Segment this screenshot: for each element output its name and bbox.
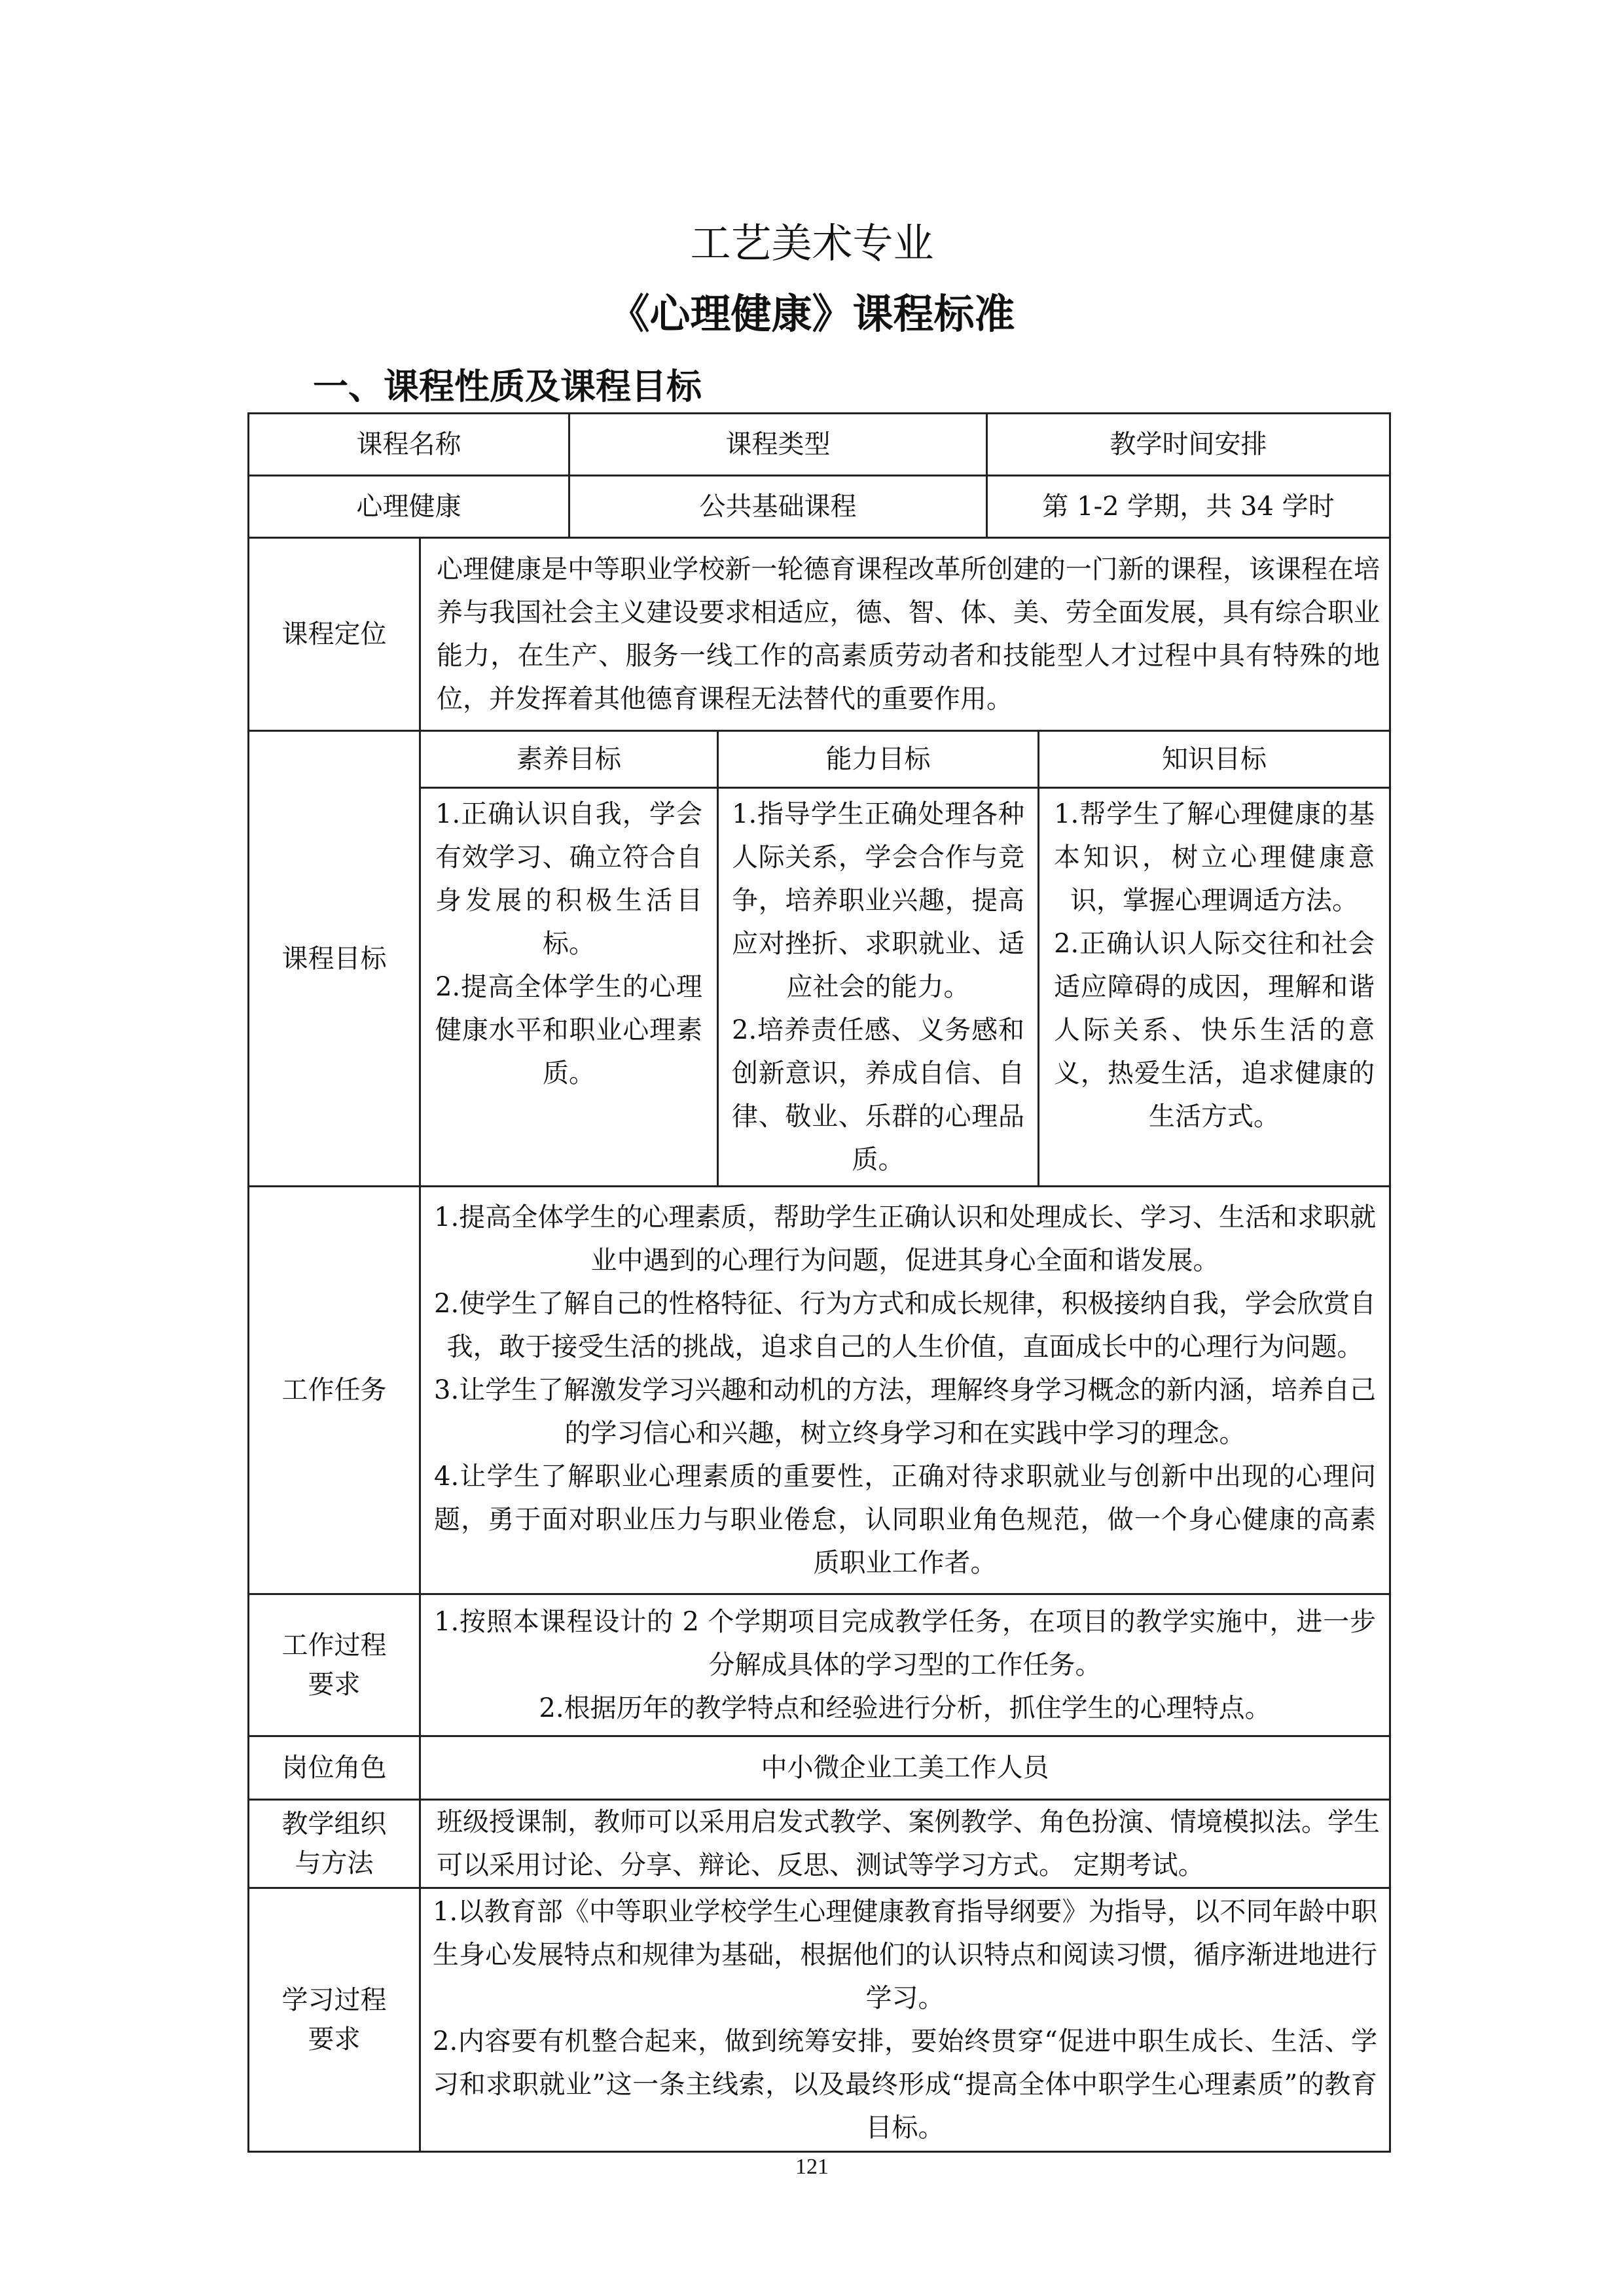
course-name-value: 心理健康 [249,476,569,538]
ability-header: 能力目标 [718,731,1039,788]
ability-item-1: 1.指导学生正确处理各种人际关系，学会合作与竞争，培养职业兴趣，提高应对挫折、求职就业、适应社会的能力。 [732,799,1024,1002]
ability-item-2: 2.培养责任感、义务感和创新意识，养成自信、自律、敬业、乐群的心理品质。 [732,1015,1024,1175]
header-course-type: 课程类型 [569,414,987,476]
literacy-cell [420,788,718,1187]
tasks-row [249,1187,1390,1594]
task-item-3: 3.让学生了解激发学习兴趣和动机的方法，理解终身学习概念的新内涵，培养自己的学习信心和兴趣，树立终身学习和在实践中学习的理念。 [434,1375,1377,1448]
literacy-item-1: 1.正确认识自我，学会有效学习、确立符合自身发展的积极生活目标。 [435,799,702,959]
learning-item-1: 1.以教育部《中等职业学校学生心理健康教育指导纲要》为指导，以不同年龄中职生身心发展特点和规律为基础，根据他们的认识特点和阅读习惯，循序渐进地进行学习。 [433,1897,1378,2013]
process-cell [420,1594,1390,1736]
learning-item-2: 2.内容要有机整合起来，做到统筹安排，要始终贯穿“促进中职生成长、生活、学习和求职就业”这一条主线索，以及最终形成“提高全体中职学生心理素质”的教育目标。 [433,2026,1378,2143]
literacy-header: 素养目标 [420,731,718,788]
role-text: 中小微企业工美工作人员 [420,1736,1390,1800]
learning-cell [420,1888,1390,2152]
ability-cell [718,788,1039,1187]
header-course-name: 课程名称 [249,414,569,476]
process-item-2: 2.根据历年的教学特点和经验进行分析，抓住学生的心理特点。 [539,1693,1271,1723]
knowledge-item-1: 1.帮学生了解心理健康的基本知识，树立心理健康意识，掌握心理调适方法。 [1054,799,1375,916]
section-heading: 一、课程性质及课程目标 [313,366,702,407]
learning-row [249,1888,1390,2152]
task-item-2: 2.使学生了解自己的性格特征、行为方式和成长规律，积极接纳自我，学会欣赏自我，敢于接受生活的挑战，追求自己的人生价值，直面成长中的心理行为问题。 [434,1289,1377,1362]
positioning-label: 课程定位 [249,538,420,731]
page-number: 121 [795,2155,829,2179]
positioning-text: 心理健康是中等职业学校新一轮德育课程改革所创建的一门新的课程，该课程在培养与我国社会主义建设要求相适应，德、智、体、美、劳全面发展，具有综合职业能力，在生产、服务一线工作的高素质劳动者和技能型人才过程中具有特殊的地位，并发挥着其他德育课程无法替代的重要作用。 [420,538,1390,731]
objectives-label: 课程目标 [249,731,420,1187]
schedule-value: 第 1-2 学期，共 34 学时 [987,476,1390,538]
methods-label: 教学组织与方法 [249,1800,420,1888]
literacy-item-2: 2.提高全体学生的心理健康水平和职业心理素质。 [435,972,702,1088]
learning-label: 学习过程要求 [249,1888,420,2152]
objectives-header-row [249,731,1390,788]
document-subtitle: 《心理健康》课程标准 [609,290,1015,338]
header-schedule: 教学时间安排 [987,414,1390,476]
course-info-header-row [249,414,1390,476]
role-label: 岗位角色 [249,1736,420,1800]
knowledge-cell [1039,788,1390,1187]
process-row [249,1594,1390,1736]
course-info-table [247,412,1391,539]
tasks-cell [420,1187,1390,1594]
knowledge-header: 知识目标 [1039,731,1390,788]
methods-row [249,1800,1390,1888]
process-item-1: 1.按照本课程设计的 2 个学期项目完成教学任务，在项目的教学实施中，进一步分解成具体的学习型的工作任务。 [434,1607,1377,1680]
positioning-row [249,538,1390,731]
task-item-1: 1.提高全体学生的心理素质，帮助学生正确认识和处理成长、学习、生活和求职就业中遇到的心理行为问题，促进其身心全面和谐发展。 [434,1202,1377,1276]
course-info-value-row [249,476,1390,538]
process-label: 工作过程要求 [249,1594,420,1736]
methods-text: 班级授课制，教师可以采用启发式教学、案例教学、角色扮演、情境模拟法。学生可以采用讨论、分享、辩论、反思、测试等学习方式。 定期考试。 [420,1800,1390,1888]
document-title: 工艺美术专业 [690,219,934,267]
course-type-value: 公共基础课程 [569,476,987,538]
tasks-label: 工作任务 [249,1187,420,1594]
knowledge-item-2: 2.正确认识人际交往和社会适应障碍的成因，理解和谐人际关系、快乐生活的意义，热爱生活，追求健康的生活方式。 [1054,929,1375,1132]
objectives-content-row [249,788,1390,1187]
course-details-table [247,537,1391,2153]
role-row [249,1736,1390,1800]
task-item-4: 4.让学生了解职业心理素质的重要性，正确对待求职就业与创新中出现的心理问题，勇于面对职业压力与职业倦怠，认同职业角色规范，做一个身心健康的高素质职业工作者。 [434,1462,1377,1578]
